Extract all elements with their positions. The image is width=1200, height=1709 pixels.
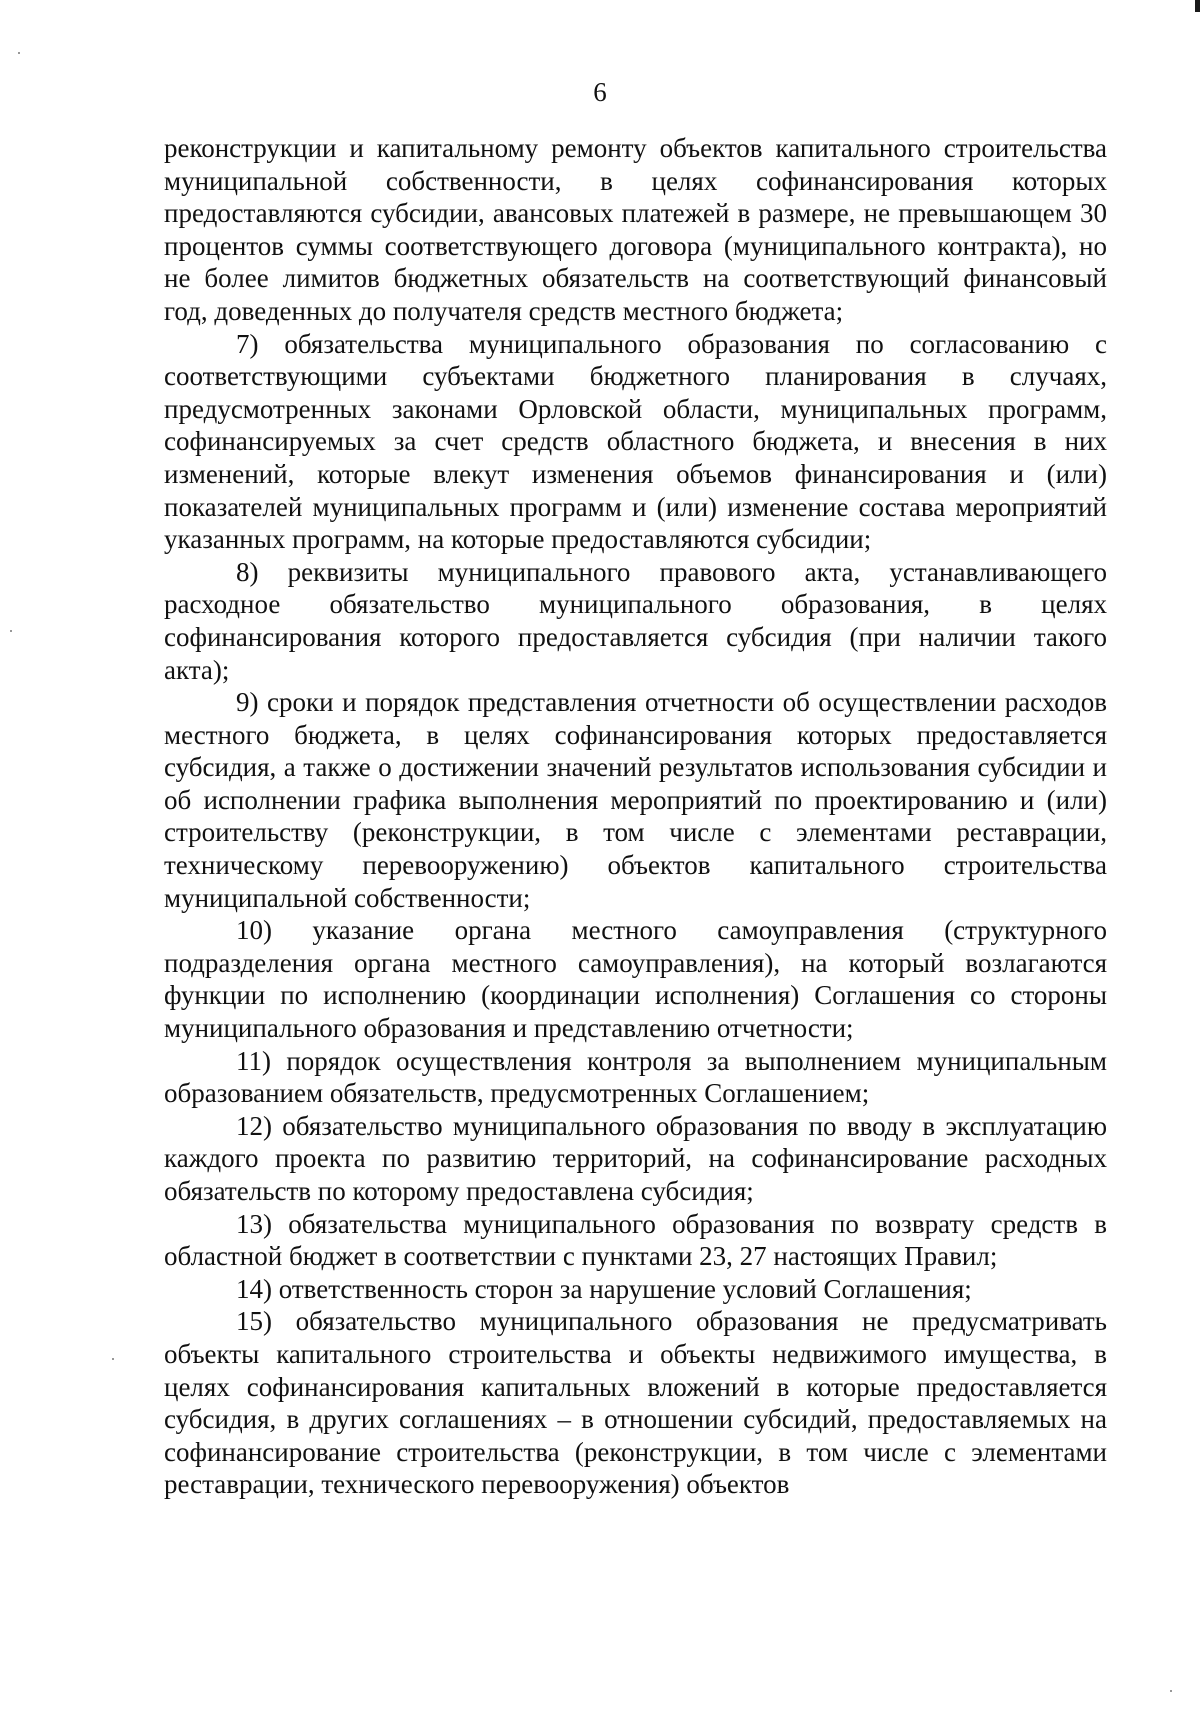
scan-speck (112, 1358, 114, 1360)
paragraph-item-15: 15) обязательство муниципального образования не предусматривать объекты капитального строительства и объекты недвижимого имущества, в целях софинансирования капитальных вложений в которые предоставляется субсидия, в других соглашениях – в отношении субсидий, предоставляемых на софинансирование строительства (реконструкции, в том числе с элементами реставрации, технического перевооружения) объектов (164, 1306, 1107, 1500)
paragraph-item-8: 8) реквизиты муниципального правового акта, устанавливающего расходное обязательство муниципального образования, в целях софинансирования которого предоставляется субсидия (при наличии такого акта); (164, 556, 1107, 685)
document-body (164, 132, 1107, 1501)
scan-edge-mark (1195, 0, 1200, 12)
scan-speck (1170, 1690, 1172, 1692)
paragraph-item-11: 11) порядок осуществления контроля за выполнением муниципальным образованием обязательств, предусмотренных Соглашением; (164, 1045, 1107, 1109)
paragraph-item-10: 10) указание органа местного самоуправления (структурного подразделения органа местного самоуправления), на который возлагаются функции по исполнению (координации исполнения) Соглашения со стороны муниципального образования и представлению отчетности; (164, 915, 1107, 1044)
paragraph-item-7: 7) обязательства муниципального образования по согласованию с соответствующими субъектами бюджетного планирования в случаях, предусмотренных законами Орловской области, муниципальных программ, софинансируемых за счет средств областного бюджета, и внесения в них изменений, которые влекут изменения объемов финансирования и (или) показателей муниципальных программ и (или) изменение состава мероприятий указанных программ, на которые предоставляются субсидии; (164, 328, 1107, 555)
page-number: 6 (593, 77, 607, 107)
paragraph-item-9: 9) сроки и порядок представления отчетности об осуществлении расходов местного бюджета, в целях софинансирования которых предоставляется субсидия, а также о достижении значений результатов использования субсидии и об исполнении графика выполнения мероприятий по проектированию и (или) строительству (реконструкции, в том числе с элементами реставрации, техническому перевооружению) объектов капитального строительства муниципальной собственности; (164, 687, 1107, 913)
paragraph-item-12: 12) обязательство муниципального образования по вводу в эксплуатацию каждого проекта по развитию территорий, на софинансирование расходных обязательств по которому предоставлена субсидия; (164, 1110, 1107, 1206)
paragraph-item-14: 14) ответственность сторон за нарушение условий Соглашения; (236, 1273, 972, 1304)
paragraph-item-13: 13) обязательства муниципального образования по возврату средств в областной бюджет в соответствии с пунктами 23, 27 настоящих Правил; (164, 1208, 1107, 1272)
scan-speck (18, 52, 20, 54)
paragraph-continuation: реконструкции и капитальному ремонту объектов капитального строительства муниципальной собственности, в целях софинансирования которых предоставляются субсидии, авансовых платежей в размере, не превышающем 30 процентов суммы соответствующего договора (муниципального контракта), но не более лимитов бюджетных обязательств на соответствующий финансовый год, доведенных до получателя средств местного бюджета; (164, 133, 1107, 326)
scan-speck (10, 630, 12, 632)
